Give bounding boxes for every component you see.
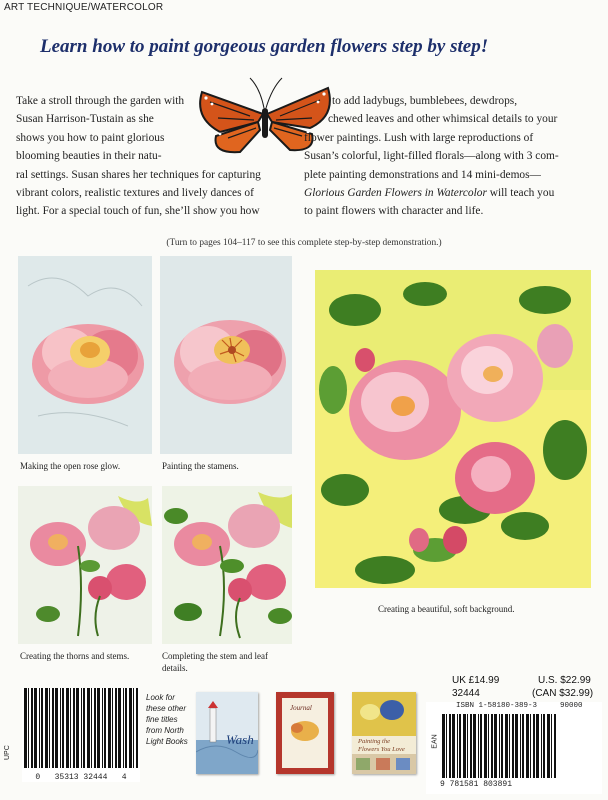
headline: Learn how to paint gorgeous garden flowers step by step! — [40, 36, 489, 57]
barcode-bar — [73, 688, 75, 768]
barcode-bar — [115, 688, 117, 768]
barcode-bar — [509, 714, 510, 778]
barcode-bar — [39, 688, 40, 768]
painting-step-4 — [162, 486, 292, 644]
barcode-bar — [123, 688, 124, 768]
book-cover-art — [352, 692, 416, 774]
blurb-line — [304, 184, 600, 202]
barcode-bar — [536, 714, 539, 778]
price-canada: (CAN $32.99) — [532, 688, 594, 699]
blurb-line: Susan Harrison-Tustain as she — [16, 113, 154, 126]
barcode-bar — [102, 688, 103, 768]
blurb-line: Take a stroll through the garden with — [16, 95, 185, 107]
barcode-bar — [520, 714, 521, 778]
barcode-bar — [28, 688, 29, 768]
blurb-line: Susan’s colorful, light-filled florals—along with 3 com- — [304, 150, 559, 163]
barcode-bar — [118, 688, 121, 768]
painting-step-1 — [18, 256, 152, 454]
book-cover-art — [282, 716, 328, 746]
blurb-line: ral settings. Susan shares her techniques for capturing — [16, 168, 261, 181]
barcode-bar — [94, 688, 96, 768]
blurb-line: to paint flowers with character and life. — [304, 205, 484, 218]
blurb-left — [16, 92, 318, 221]
painting-step-2 — [160, 256, 292, 454]
barcode-bar — [470, 714, 472, 778]
barcode-bar — [136, 688, 138, 768]
book-cover-flowers[interactable] — [352, 692, 416, 774]
upc-label: UPC — [4, 745, 11, 760]
barcode-bar — [526, 714, 529, 778]
barcode-bar — [491, 714, 493, 778]
caption-step-1: Making the open rose glow. — [20, 461, 121, 471]
blurb-line: to add ladybugs, bumblebees, dewdrops, — [332, 95, 518, 107]
category-label: ART TECHNIQUE/WATERCOLOR — [4, 2, 164, 13]
promo-text: Look for these other fine titles from North Light Books — [146, 693, 188, 746]
book-title: Glorious Garden Flowers in Watercolor — [304, 187, 487, 200]
barcode-bar — [522, 714, 524, 778]
barcode-bar — [129, 688, 132, 768]
book-cover-journal[interactable] — [276, 692, 334, 774]
upc-barcode — [22, 688, 140, 782]
price-uk: UK £14.99 — [452, 675, 500, 686]
blurb-line: flower paintings. Lush with large reproductions of — [304, 131, 534, 144]
caption-step-4: Completing the stem and leaf details. — [162, 651, 268, 673]
barcode-bar — [34, 688, 37, 768]
barcode-bar — [473, 714, 476, 778]
barcode-bar — [24, 688, 27, 768]
barcode-bar — [55, 688, 58, 768]
barcode-bar — [45, 688, 48, 768]
barcode-bar — [442, 714, 445, 778]
painting-step-3 — [18, 486, 152, 644]
book-title: Painting the Flowers You Love — [358, 738, 405, 753]
barcode-bar — [499, 714, 500, 778]
ean-label: EAN — [431, 734, 439, 749]
demo-reference: (Turn to pages 104–117 to see this complete step-by-step demonstration.) — [166, 238, 442, 248]
barcode-bar — [494, 714, 497, 778]
barcode-bar — [91, 688, 92, 768]
barcode-bar — [83, 688, 85, 768]
blurb-line: chewed leaves and other whimsical details to your — [328, 113, 558, 126]
barcode-bar — [459, 714, 461, 778]
barcode-bar — [112, 688, 113, 768]
barcode-bar — [60, 688, 61, 768]
blurb-right — [304, 92, 600, 221]
barcode-bar — [66, 688, 69, 768]
upc-bars — [22, 688, 140, 768]
barcode-bar — [457, 714, 458, 778]
barcode-bar — [108, 688, 111, 768]
barcode-bar — [76, 688, 79, 768]
addon-number: 90000 — [560, 702, 583, 710]
barcode-bar — [81, 688, 82, 768]
barcode-bar — [484, 714, 487, 778]
isbn-barcode — [426, 702, 602, 794]
caption-step-3: Creating the thorns and stems. — [20, 651, 130, 661]
barcode-bar — [488, 714, 489, 778]
blurb-line: light. For a special touch of fun, she’ll show you how — [16, 205, 260, 218]
barcode-bar — [543, 714, 545, 778]
book-title: Journal — [290, 704, 312, 712]
blurb-line: blooming beauties in their natu- — [16, 150, 162, 163]
blurb-line: shows you how to paint glorious — [16, 131, 165, 144]
barcode-bar — [97, 688, 100, 768]
barcode-bar — [530, 714, 531, 778]
barcode-bar — [49, 688, 50, 768]
barcode-bar — [87, 688, 90, 768]
ean-number: 9 781581 803891 — [440, 780, 513, 789]
finished-painting — [315, 270, 591, 588]
price-us: U.S. $22.99 — [538, 675, 591, 686]
barcode-bar — [515, 714, 518, 778]
isbn-number: ISBN 1-58180-389-3 — [456, 702, 538, 710]
blurb-line: vibrant colors, realistic textures and lively dances of — [16, 187, 254, 200]
barcode-bar — [70, 688, 71, 768]
barcode-bar — [449, 714, 451, 778]
ean-bars — [440, 714, 602, 780]
barcode-bar — [31, 688, 33, 768]
barcode-bar — [541, 714, 542, 778]
barcode-bar — [52, 688, 54, 768]
upc-number: 0 35313 32444 4 — [35, 773, 127, 782]
barcode-bar — [554, 714, 556, 778]
book-title: Wash — [226, 732, 254, 747]
barcode-bar — [547, 714, 550, 778]
barcode-bar — [467, 714, 468, 778]
barcode-bar — [505, 714, 508, 778]
barcode-bar — [62, 688, 64, 768]
book-cover-wash[interactable] — [196, 692, 258, 774]
caption-step-2: Painting the stamens. — [162, 461, 239, 471]
blurb-fragment: will teach you — [486, 187, 555, 200]
barcode-bar — [501, 714, 503, 778]
barcode-bar — [463, 714, 466, 778]
barcode-bar — [551, 714, 552, 778]
blurb-line: plete painting demonstrations and 14 mini-demos— — [304, 168, 541, 181]
barcode-bar — [41, 688, 43, 768]
barcode-bar — [478, 714, 479, 778]
barcode-bar — [446, 714, 447, 778]
barcode-bar — [133, 688, 134, 768]
product-code: 32444 — [452, 688, 480, 699]
barcode-bar — [533, 714, 535, 778]
barcode-bar — [512, 714, 514, 778]
barcode-bar — [452, 714, 455, 778]
barcode-bar — [104, 688, 106, 768]
barcode-bar — [480, 714, 482, 778]
barcode-bar — [125, 688, 127, 768]
caption-final: Creating a beautiful, soft background. — [378, 604, 515, 614]
